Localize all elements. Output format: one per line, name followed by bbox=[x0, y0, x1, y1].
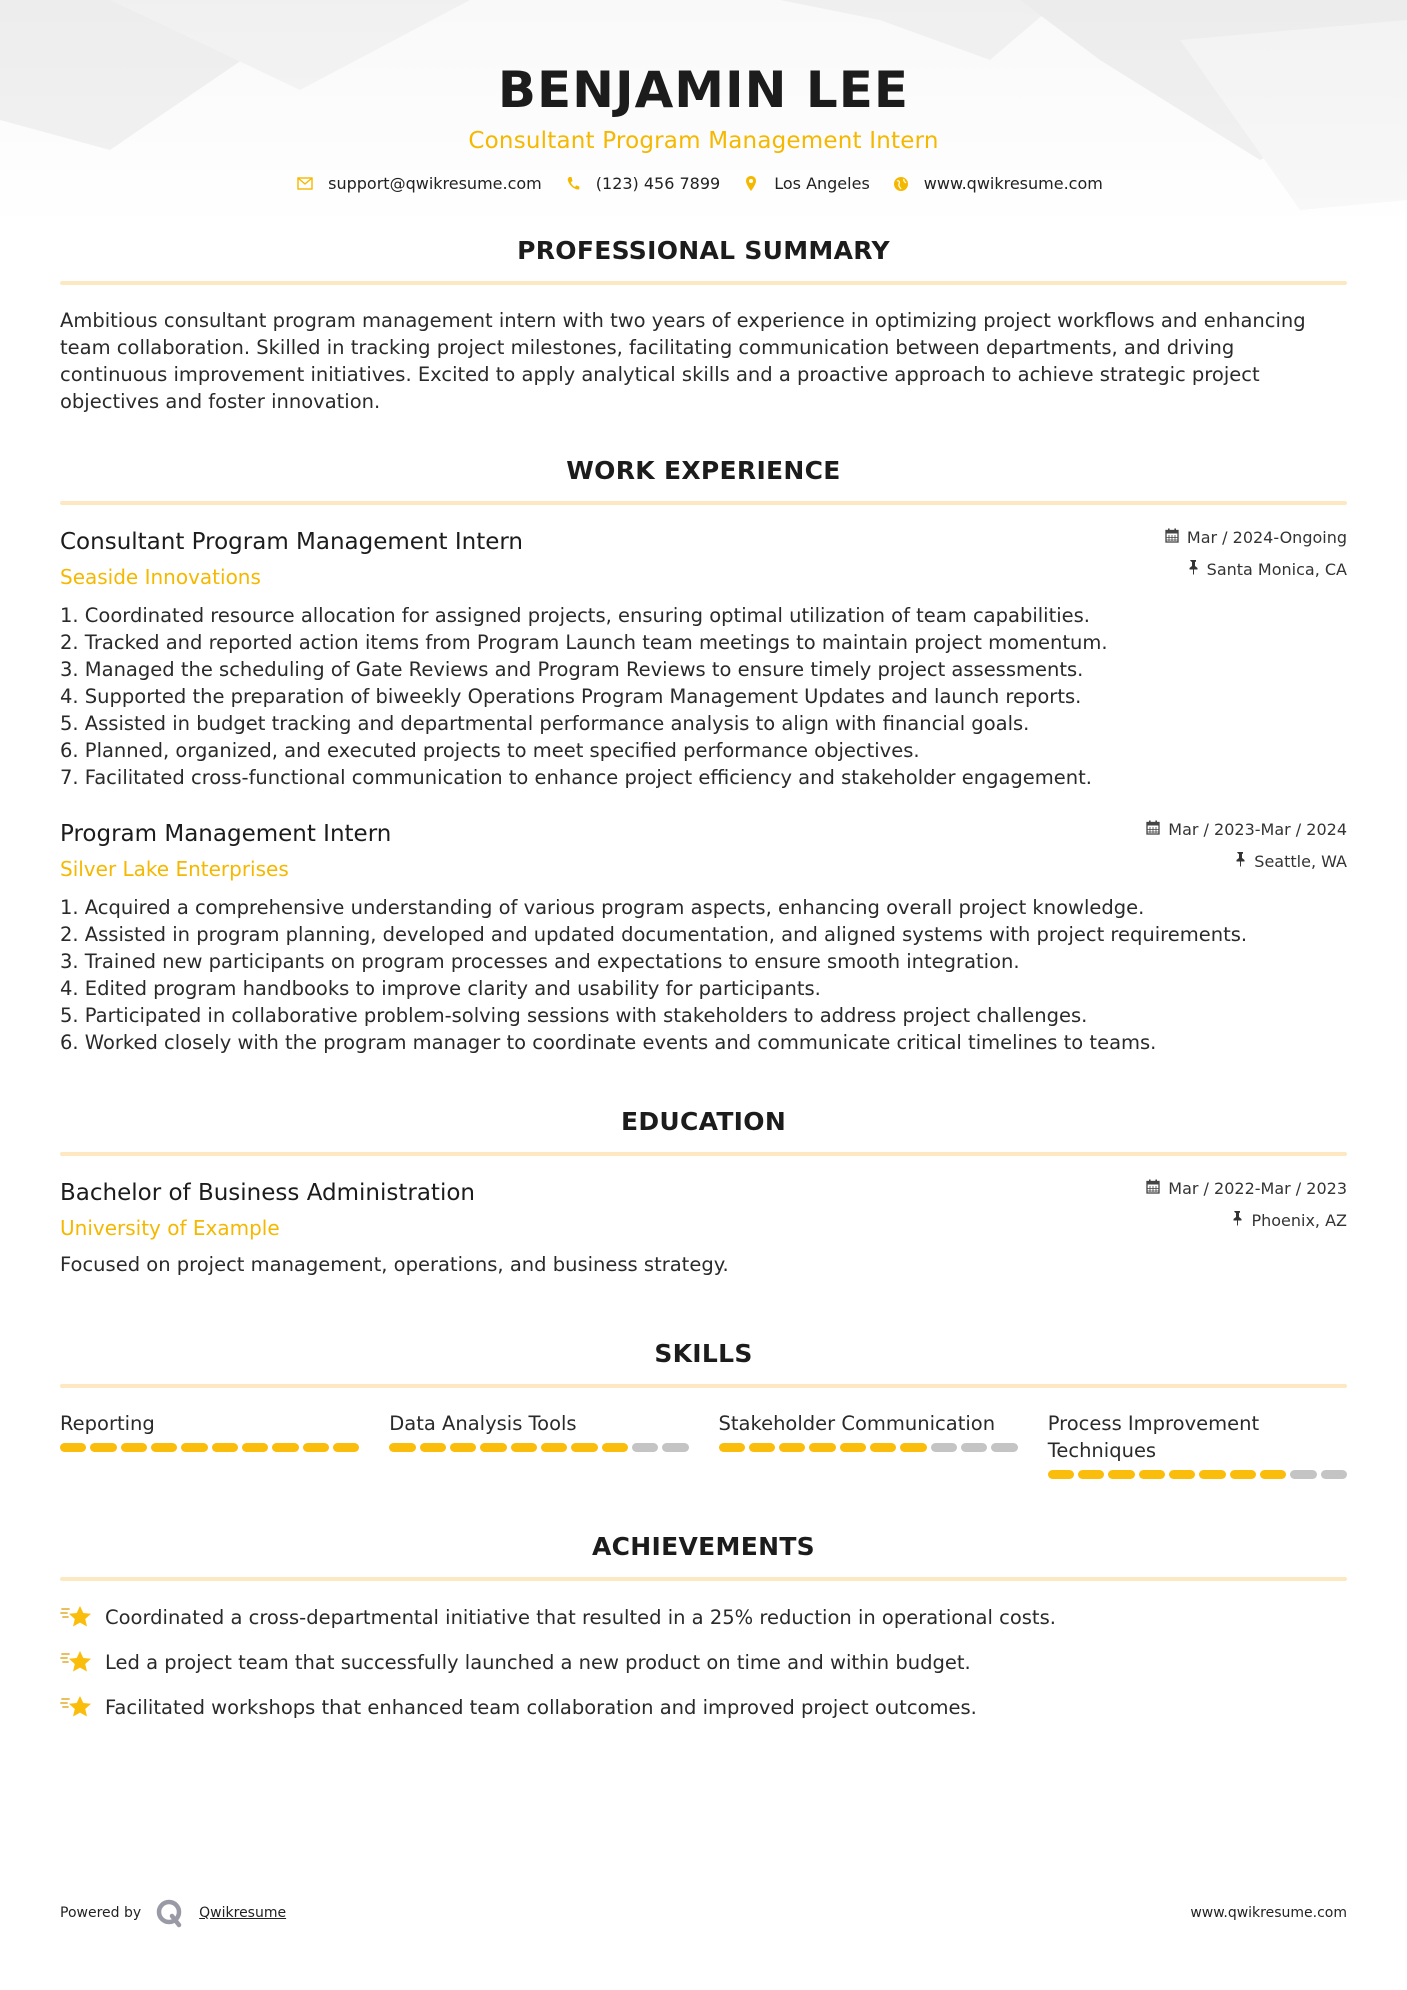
skill-level-segment bbox=[749, 1443, 775, 1452]
bullet-item: 1. Acquired a comprehensive understanding of various program aspects, enhancing overall project knowledge. bbox=[60, 896, 1145, 919]
bullet-item: 2. Assisted in program planning, developed and updated documentation, and aligned systems with project requirements. bbox=[60, 923, 1248, 946]
skill-level-segment bbox=[242, 1443, 268, 1452]
skill-level-segment bbox=[991, 1443, 1017, 1452]
skill-level-bar bbox=[719, 1443, 1018, 1452]
section-title: ACHIEVEMENTS bbox=[592, 1532, 815, 1561]
contact-email-text: support@qwikresume.com bbox=[328, 174, 542, 193]
job-location: Seattle, WA bbox=[1146, 851, 1347, 873]
pushpin-icon bbox=[1231, 1210, 1243, 1232]
achievement-item: Coordinated a cross-departmental initiative that resulted in a 25% reduction in operational costs. bbox=[60, 1603, 1347, 1631]
skill-level-segment bbox=[541, 1443, 567, 1452]
section-divider bbox=[60, 281, 1347, 285]
powered-by bbox=[60, 1898, 286, 1928]
skill-level-segment bbox=[303, 1443, 329, 1452]
contact-bar bbox=[60, 174, 1347, 193]
qwikresume-logo-icon bbox=[155, 1898, 185, 1928]
bullet-item: 6. Worked closely with the program manager to coordinate events and communicate critical timelines to teams. bbox=[60, 1031, 1157, 1054]
candidate-name: BENJAMIN LEE bbox=[497, 61, 910, 119]
skill-level-segment bbox=[1108, 1470, 1134, 1479]
candidate-role: Consultant Program Management Intern bbox=[468, 128, 939, 154]
contact-website-text: www.qwikresume.com bbox=[923, 174, 1103, 193]
job-dates: Mar / 2023-Mar / 2024 bbox=[1146, 819, 1347, 841]
section-achievements bbox=[60, 1531, 1347, 1721]
skill-level-segment bbox=[181, 1443, 207, 1452]
skill-level-segment bbox=[272, 1443, 298, 1452]
skill-level-segment bbox=[333, 1443, 359, 1452]
bullet-item: 7. Facilitated cross-functional communication to enhance project efficiency and stakeholder engagement. bbox=[60, 766, 1092, 789]
qwikresume-link[interactable]: Qwikresume bbox=[199, 1905, 287, 1921]
section-title: EDUCATION bbox=[620, 1107, 787, 1136]
skill-level-segment bbox=[420, 1443, 446, 1452]
skill-level-segment bbox=[389, 1443, 415, 1452]
bullet-item: 2. Tracked and reported action items from Program Launch team meetings to maintain project momentum. bbox=[60, 631, 1108, 654]
bullet-item: 3. Managed the scheduling of Gate Reviews and Program Reviews to ensure timely project assessments. bbox=[60, 658, 1084, 681]
location-pin-icon bbox=[742, 175, 760, 193]
job-company: Seaside Innovations bbox=[60, 565, 261, 589]
job-bullets bbox=[60, 894, 1347, 1056]
achievement-item: Led a project team that successfully launched a new product on time and within budget. bbox=[60, 1648, 1347, 1676]
contact-phone[interactable] bbox=[564, 174, 720, 193]
bullet-item: 3. Trained new participants on program processes and expectations to ensure smooth integration. bbox=[60, 950, 1020, 973]
section-professional-summary bbox=[60, 235, 1347, 415]
skill-level-segment bbox=[450, 1443, 476, 1452]
shooting-star-icon bbox=[60, 1603, 93, 1631]
skill-level-segment bbox=[870, 1443, 896, 1452]
skill-name: Data Analysis Tools bbox=[389, 1412, 577, 1435]
bullet-item: 4. Supported the preparation of biweekly Operations Program Management Updates and launch reports. bbox=[60, 685, 1082, 708]
section-education bbox=[60, 1106, 1347, 1278]
skill-level-segment bbox=[212, 1443, 238, 1452]
skill-level-segment bbox=[90, 1443, 116, 1452]
education-description: Focused on project management, operations, and business strategy. bbox=[60, 1253, 729, 1276]
section-title: SKILLS bbox=[654, 1339, 753, 1368]
job-bullets bbox=[60, 602, 1347, 791]
globe-icon bbox=[892, 175, 910, 193]
skill-level-segment bbox=[1290, 1470, 1316, 1479]
summary-text: Ambitious consultant program management intern with two years of experience in optimizing project workflows and enhancing team collaboration. Skilled in tracking project milestones, facilitating communication between departments, and driving continuous improvement initiatives. Excited to apply analytical skills and a proactive approach to achieve strategic project objectives and foster innovation. bbox=[60, 309, 1306, 413]
skill-level-segment bbox=[1139, 1470, 1165, 1479]
section-divider bbox=[60, 1384, 1347, 1388]
skill-level-segment bbox=[151, 1443, 177, 1452]
skill-item bbox=[60, 1410, 359, 1479]
skill-level-bar bbox=[1048, 1470, 1347, 1479]
job-location: Santa Monica, CA bbox=[1165, 559, 1347, 581]
section-skills bbox=[60, 1338, 1347, 1479]
job-title: Program Management Intern bbox=[60, 821, 392, 847]
skill-level-segment bbox=[1321, 1470, 1347, 1479]
job-entry bbox=[60, 819, 1347, 1056]
contact-location-text: Los Angeles bbox=[774, 174, 870, 193]
skill-level-segment bbox=[511, 1443, 537, 1452]
job-entry bbox=[60, 527, 1347, 791]
job-company: Silver Lake Enterprises bbox=[60, 857, 289, 881]
skill-level-segment bbox=[961, 1443, 987, 1452]
footer-website[interactable]: www.qwikresume.com bbox=[1190, 1905, 1347, 1921]
bullet-item: 5. Participated in collaborative problem-solving sessions with stakeholders to address project challenges. bbox=[60, 1004, 1088, 1027]
skill-item bbox=[719, 1410, 1018, 1479]
calendar-icon bbox=[1146, 819, 1160, 841]
skill-level-bar bbox=[389, 1443, 688, 1452]
skill-level-segment bbox=[632, 1443, 658, 1452]
skill-level-segment bbox=[1199, 1470, 1225, 1479]
mail-icon bbox=[296, 175, 314, 193]
skill-level-segment bbox=[60, 1443, 86, 1452]
achievement-item: Facilitated workshops that enhanced team collaboration and improved project outcomes. bbox=[60, 1693, 1347, 1721]
bullet-item: 1. Coordinated resource allocation for assigned projects, ensuring optimal utilization of team capabilities. bbox=[60, 604, 1090, 627]
skill-level-segment bbox=[1048, 1470, 1074, 1479]
skill-level-segment bbox=[840, 1443, 866, 1452]
skill-item bbox=[1048, 1410, 1347, 1479]
calendar-icon bbox=[1146, 1178, 1160, 1200]
education-dates: Mar / 2022-Mar / 2023 bbox=[1146, 1178, 1347, 1200]
education-location: Phoenix, AZ bbox=[1146, 1210, 1347, 1232]
section-title: WORK EXPERIENCE bbox=[566, 456, 841, 485]
section-title: PROFESSIONAL SUMMARY bbox=[517, 236, 890, 265]
skill-level-segment bbox=[1260, 1470, 1286, 1479]
skill-level-segment bbox=[571, 1443, 597, 1452]
skill-level-segment bbox=[1169, 1470, 1195, 1479]
skill-level-segment bbox=[719, 1443, 745, 1452]
shooting-star-icon bbox=[60, 1648, 93, 1676]
page-footer bbox=[60, 1898, 1347, 1928]
pushpin-icon bbox=[1187, 559, 1199, 581]
skill-level-segment bbox=[1230, 1470, 1256, 1479]
skill-item bbox=[389, 1410, 688, 1479]
skill-level-bar bbox=[60, 1443, 359, 1452]
phone-icon bbox=[564, 175, 582, 193]
contact-phone-text: (123) 456 7899 bbox=[595, 174, 721, 193]
section-divider bbox=[60, 1152, 1347, 1156]
skill-level-segment bbox=[779, 1443, 805, 1452]
job-title: Consultant Program Management Intern bbox=[60, 529, 524, 555]
pushpin-icon bbox=[1234, 851, 1246, 873]
bullet-item: 6. Planned, organized, and executed projects to meet specified performance objectives. bbox=[60, 739, 920, 762]
skill-name: Process Improvement Techniques bbox=[1047, 1412, 1260, 1462]
powered-by-label: Powered by bbox=[60, 1905, 142, 1921]
job-dates: Mar / 2024-Ongoing bbox=[1165, 527, 1347, 549]
bullet-item: 4. Edited program handbooks to improve clarity and usability for participants. bbox=[60, 977, 821, 1000]
skill-level-segment bbox=[662, 1443, 688, 1452]
contact-email[interactable] bbox=[296, 174, 542, 193]
skill-level-segment bbox=[809, 1443, 835, 1452]
resume-header bbox=[60, 0, 1347, 193]
degree-title: Bachelor of Business Administration bbox=[60, 1180, 475, 1206]
skill-level-segment bbox=[900, 1443, 926, 1452]
school-name: University of Example bbox=[60, 1216, 280, 1240]
section-work-experience bbox=[60, 455, 1347, 1056]
bullet-item: 5. Assisted in budget tracking and departmental performance analysis to align with financial goals. bbox=[60, 712, 1030, 735]
education-entry bbox=[60, 1178, 1347, 1278]
section-divider bbox=[60, 501, 1347, 505]
calendar-icon bbox=[1165, 527, 1179, 549]
contact-website[interactable] bbox=[892, 174, 1103, 193]
skill-level-segment bbox=[1078, 1470, 1104, 1479]
skill-name: Reporting bbox=[60, 1412, 155, 1435]
shooting-star-icon bbox=[60, 1693, 93, 1721]
skill-level-segment bbox=[931, 1443, 957, 1452]
skill-level-segment bbox=[121, 1443, 147, 1452]
section-divider bbox=[60, 1577, 1347, 1581]
skill-name: Stakeholder Communication bbox=[718, 1412, 996, 1435]
skill-level-segment bbox=[602, 1443, 628, 1452]
skill-level-segment bbox=[480, 1443, 506, 1452]
contact-location bbox=[742, 174, 870, 193]
